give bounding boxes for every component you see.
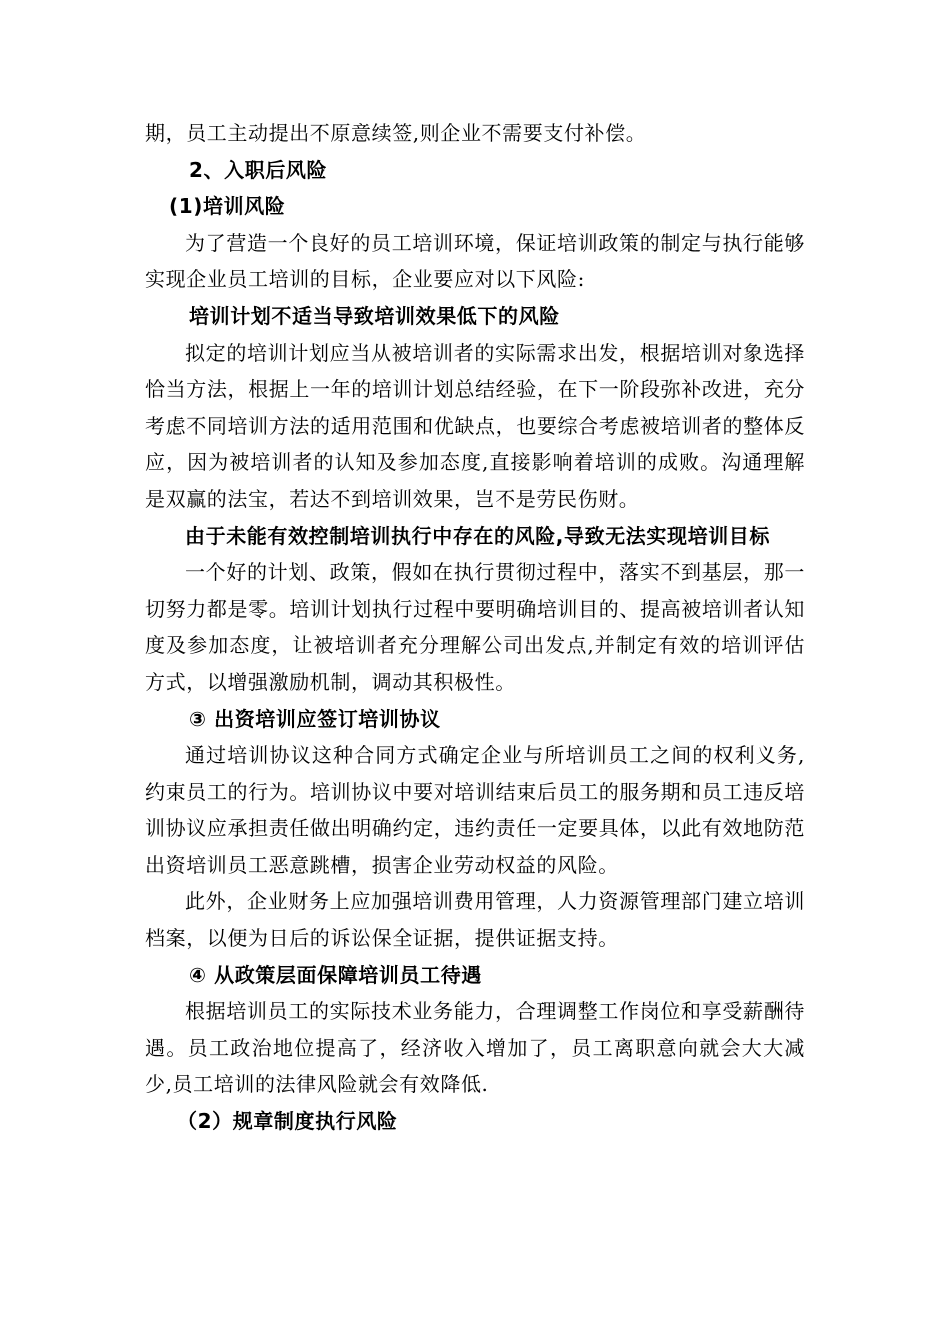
heading-training-plan-risk: 培训计划不适当导致培训效果低下的风险	[189, 303, 560, 328]
execution-paragraph: 一个好的计划、政策，假如在执行贯彻过程中，落实不到基层，那一切努力都是零。培训计划执行过程中要明确培训目的、提高被培训者认知度及参加态度，让被培训者充分理解公司出发点,并制定有效的培训评估方式，以增强激励机制，调动其积极性。	[145, 560, 805, 694]
intro-paragraph: 为了营造一个良好的员工培训环境，保证培训政策的制定与执行能够实现企业员工培训的目标，企业要应对以下风险:	[145, 230, 805, 292]
subsection-heading-training-risk: (1)培训风险	[169, 194, 286, 219]
heading-policy-guarantee: ④ 从政策层面保障培训员工待遇	[189, 962, 482, 987]
subsection-heading-rules-execution-risk: （2）规章制度执行风险	[177, 1109, 398, 1134]
section-heading-post-entry-risk: 2、入职后风险	[189, 157, 328, 182]
policy-paragraph: 根据培训员工的实际技术业务能力，合理调整工作岗位和享受薪酬待遇。员工政治地位提高了，经济收入增加了，员工离职意向就会大大减少,员工培训的法律风险就会有效降低.	[145, 999, 805, 1097]
finance-paragraph: 此外，企业财务上应加强培训费用管理，人力资源管理部门建立培训档案，以便为日后的诉讼保全证据，提供证据支持。	[145, 889, 805, 951]
continued-text-line: 期，员工主动提出不原意续签,则企业不需要支付补偿。	[145, 121, 647, 145]
heading-execution-risk: 由于未能有效控制培训执行中存在的风险,导致无法实现培训目标	[185, 523, 770, 548]
training-plan-paragraph: 拟定的培训计划应当从被培训者的实际需求出发，根据培训对象选择恰当方法，根据上一年的培训计划总结经验，在下一阶段弥补改进，充分考虑不同培训方法的适用范围和优缺点，也要综合考虑被培训者的整体反应，因为被培训者的认知及参加态度,直接影响着培训的成败。沟通理解是双赢的法宝，若达不到培训效果，岂不是劳民伤财。	[145, 340, 805, 511]
heading-training-agreement: ③ 出资培训应签订培训协议	[189, 706, 441, 731]
agreement-paragraph: 通过培训协议这种合同方式确定企业与所培训员工之间的权利义务,约束员工的行为。培训协议中要对培训结束后员工的服务期和员工违反培训协议应承担责任做出明确约定，违约责任一定要具体，以此有效地防范出资培训员工恶意跳槽，损害企业劳动权益的风险。	[145, 743, 805, 877]
document-page	[145, 115, 805, 1140]
